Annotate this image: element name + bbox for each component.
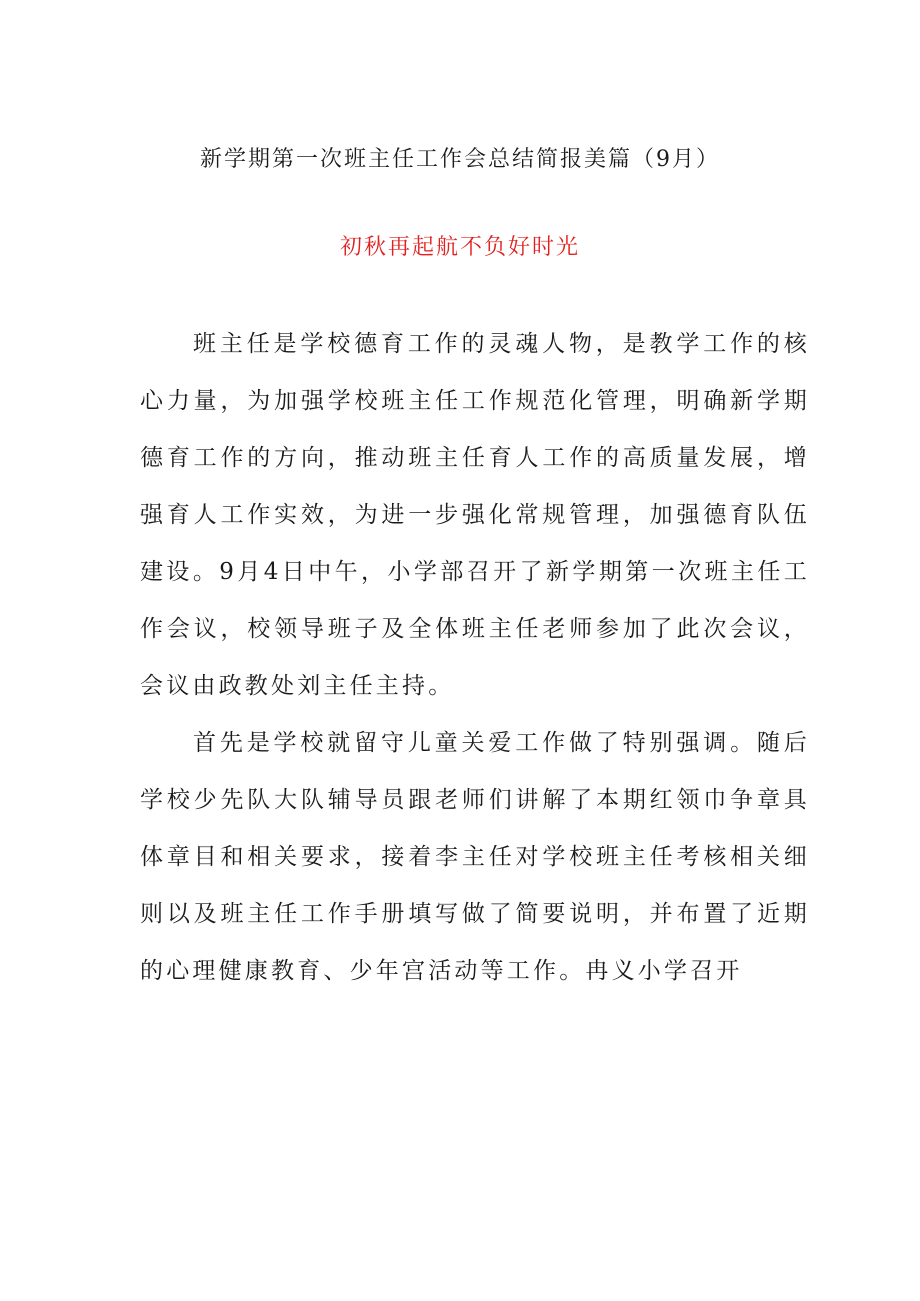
body-paragraph: 班主任是学校德育工作的灵魂人物，是教学工作的核心力量，为加强学校班主任工作规范化管理，明确新学期德育工作的方向，推动班主任育人工作的高质量发展，增强育人工作实效，为进一步强化常规管理，加强德育队伍建设。9月4日中午，小学部召开了新学期第一次班主任工作会议，校领导班子及全体班主任老师参加了此次会议，会议由政教处刘主任主持。 [140,331,810,699]
document-title: 新学期第一次班主任工作会总结简报美篇（9月） [200,147,720,172]
body-paragraph: 首先是学校就留守儿童关爱工作做了特别强调。随后学校少先队大队辅导员跟老师们讲解了本期红领巾争章具体章目和相关要求，接着李主任对学校班主任考核相关细则以及班主任工作手册填写做了简要说明，并布置了近期的心理健康教育、少年宫活动等工作。冉义小学召开 [140,730,810,984]
document-subtitle: 初秋再起航不负好时光 [339,235,580,260]
document-body [140,316,810,1000]
